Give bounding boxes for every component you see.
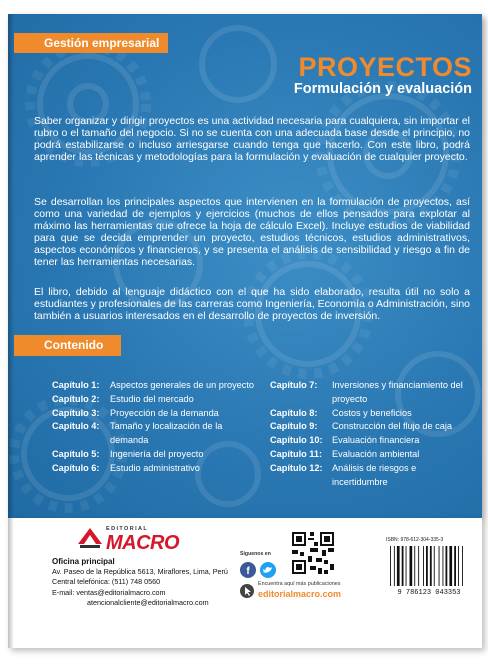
contents-heading: Contenido xyxy=(14,335,121,356)
chapter-number: Capítulo 5: xyxy=(52,448,100,459)
social-label: Síguenos en xyxy=(240,551,271,557)
chapter-number: Capítulo 11: xyxy=(270,448,323,459)
description-paragraph-3: El libro, debido al lenguaje didáctico con el que ha sido elaborado, resulta útil no solo a estudiantes y profesionales de las carreras como Ingeniería, Economía o Administración, sino también a usuarios interesados en el desarrollo de proyectos de inversión. xyxy=(34,286,470,322)
facebook-icon[interactable] xyxy=(240,562,256,578)
office-address: Av. Paseo de la República 5613, Miraflores, Lima, Perú xyxy=(52,567,228,577)
chapter-number: Capítulo 1: xyxy=(52,380,100,390)
macro-bird-icon xyxy=(76,524,104,552)
chapter-number: Capítulo 12: xyxy=(270,462,323,473)
description-paragraph-2: Se desarrollan los principales aspectos que intervienen en la formulación de proyectos, así como una variedad de ejemplos y ejercicios (muchos de ellos pensados para explotar al máximo las herramientas que ofrece la hoja de cálculo Excel). Incluye estudios de viabilidad para que se decida emprender un proyecto, estudios técnicos, estudios administrativos, aspectos económicos y financieros, y se presenta el análisis de sensibilidad y riesgo a fin de tener las herramientas necesarias. xyxy=(34,196,470,268)
toc-item xyxy=(270,407,474,421)
social-icons xyxy=(240,561,280,579)
chapter-number: Capítulo 2: xyxy=(52,393,100,404)
svg-text:f: f xyxy=(246,566,250,577)
office-heading: Oficina principal xyxy=(52,557,115,566)
qr-code[interactable] xyxy=(290,530,336,576)
chapter-title: Aspectos generales de un proyecto xyxy=(110,380,255,390)
toc-item xyxy=(52,379,258,393)
chapter-title: Costos y beneficios xyxy=(332,407,412,418)
chapter-title: Tamaño y localización de la demanda xyxy=(110,421,223,446)
find-more-text: Encuentra aquí más publicaciones xyxy=(258,581,341,587)
publisher-name: MACRO xyxy=(106,532,180,554)
website-link[interactable]: editorialmacro.com xyxy=(258,589,342,599)
chapter-number: Capítulo 9: xyxy=(270,421,318,432)
publisher-address-block xyxy=(52,557,228,608)
toc-item xyxy=(52,407,258,421)
toc-item xyxy=(52,462,258,476)
toc-item xyxy=(52,448,258,462)
chapter-title: Inversiones y financiamiento del proyecto xyxy=(332,380,463,404)
isbn-text: ISBN: 978-612-304-335-3 xyxy=(386,537,444,543)
toc-item xyxy=(270,448,474,462)
office-email-2: atencionalcliente@editorialmacro.com xyxy=(87,597,209,607)
category-tag: Gestión empresarial xyxy=(14,33,168,53)
chapter-title: Ingeniería del proyecto xyxy=(110,448,204,459)
toc-left-column xyxy=(52,379,258,476)
book-title: PROYECTOS xyxy=(298,52,472,82)
chapter-number: Capítulo 6: xyxy=(52,462,100,473)
toc-item xyxy=(270,434,474,448)
cursor-icon xyxy=(240,584,254,598)
spine-shadow xyxy=(8,14,14,648)
publisher-logo xyxy=(76,524,188,554)
barcode-digits: 9 786123 043353 xyxy=(397,589,461,596)
toc-item xyxy=(270,420,474,434)
chapter-number: Capítulo 8: xyxy=(270,407,318,418)
toc-item xyxy=(52,393,258,407)
book-subtitle: Formulación y evaluación xyxy=(293,81,472,97)
chapter-title: Evaluación ambiental xyxy=(332,448,420,459)
chapter-title: Construcción del flujo de caja xyxy=(332,421,453,432)
twitter-icon[interactable] xyxy=(260,562,276,578)
toc-item xyxy=(270,462,474,490)
chapter-title: Proyección de la demanda xyxy=(110,407,219,418)
chapter-title: Evaluación financiera xyxy=(332,435,420,446)
office-phone: Central telefónica: (511) 748 0560 xyxy=(52,577,161,587)
chapter-number: Capítulo 3: xyxy=(52,407,100,418)
chapter-number: Capítulo 7: xyxy=(270,380,318,390)
description-paragraph-1: Saber organizar y dirigir proyectos es una actividad necesaria para cualquiera, sin importar el rubro o el tamaño del negocio. Si no se cuenta con una adecuada base desde el principio, no podrá estabilizarse o incluso arriesgarse cuando tenga que hacerlo. Con este libro, podrá aprender las técnicas y metodologías para la formulación y evaluación de cualquier proyecto. xyxy=(34,115,470,163)
barcode xyxy=(386,544,472,596)
chapter-title: Estudio administrativo xyxy=(110,462,200,473)
toc-item xyxy=(52,420,258,448)
chapter-number: Capítulo 4: xyxy=(52,421,100,432)
office-email: E-mail: ventas@editorialmacro.com xyxy=(52,587,166,597)
editorial-label: EDITORIAL xyxy=(106,526,149,532)
toc-right-column xyxy=(270,379,474,489)
toc-item xyxy=(270,379,474,407)
chapter-title: Análisis de riesgos e incertidumbre xyxy=(332,462,417,487)
chapter-title: Estudio del mercado xyxy=(110,393,194,404)
chapter-number: Capítulo 10: xyxy=(270,435,323,446)
